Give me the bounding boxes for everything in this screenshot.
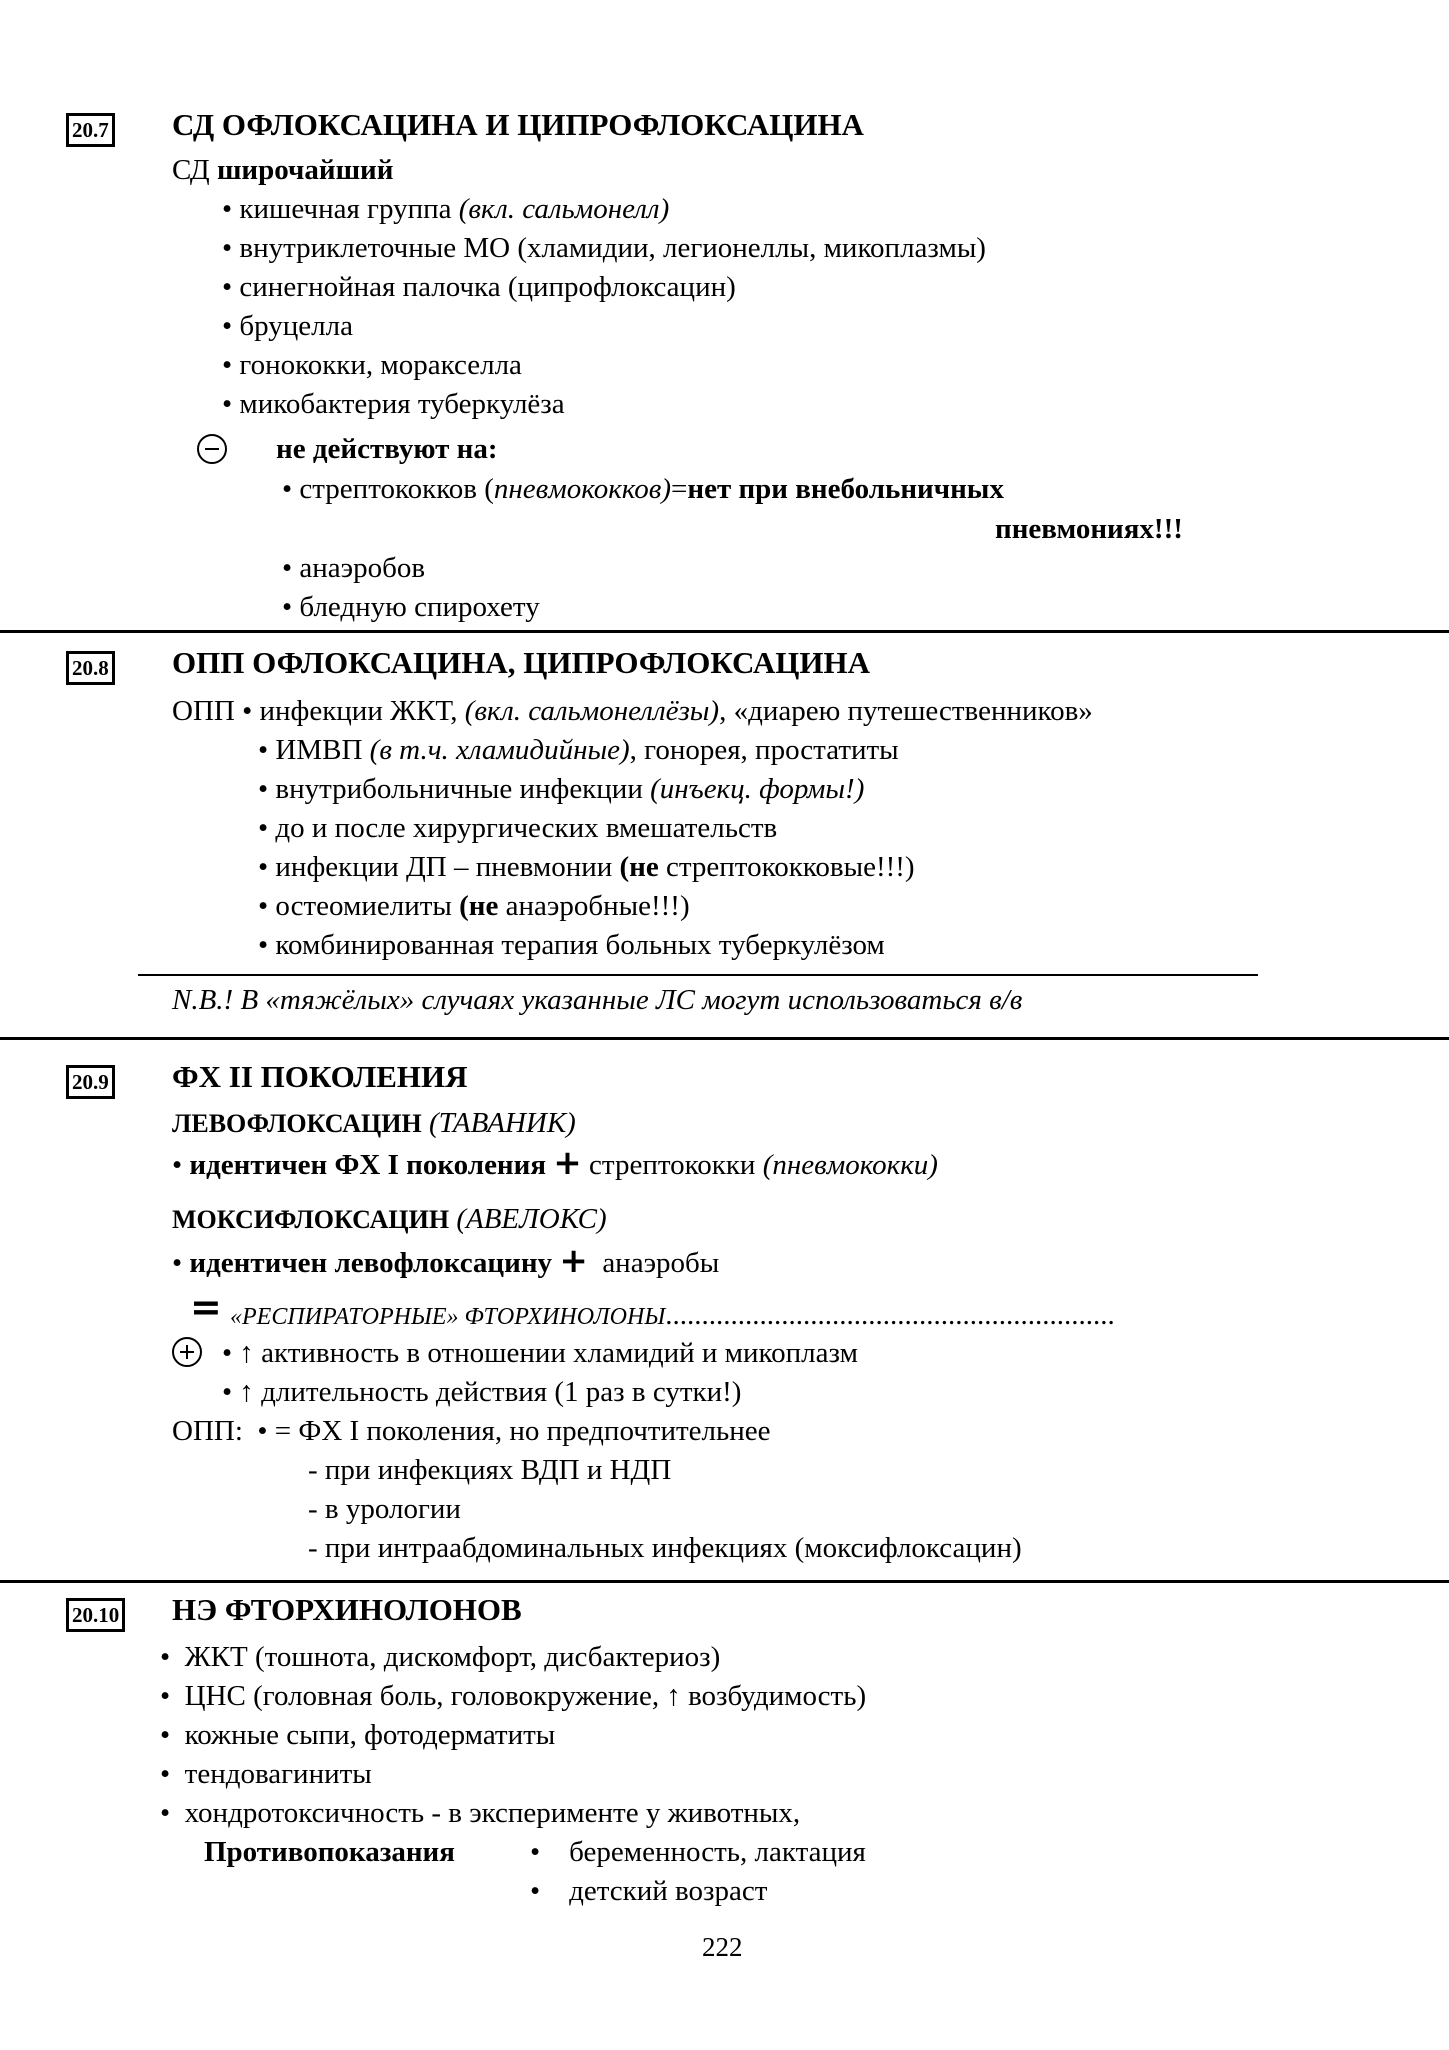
plus-text: ↑ длительность действия (1 раз в сутки!) bbox=[239, 1376, 742, 1408]
respiratory-label: «РЕСПИРАТОРНЫЕ» ФТОРХИНОЛОНЫ bbox=[230, 1304, 666, 1330]
item-text: хондротоксичность - в эксперименте у животных, bbox=[184, 1797, 801, 1829]
plus-icon: + bbox=[559, 1241, 588, 1281]
strep-bold: нет при внебольничных bbox=[687, 473, 1004, 505]
opp-text: инфекции ДП – пневмонии bbox=[275, 851, 620, 883]
opp-text: ИМВП bbox=[275, 734, 370, 766]
list-item: • стрептококков (пневмококков)=нет при внебольничных bbox=[282, 473, 1004, 505]
list-item: • анаэробов bbox=[282, 552, 426, 584]
strep-text: стрептококков ( bbox=[299, 473, 494, 505]
list-item: • кожные сыпи, фотодерматиты bbox=[160, 1719, 556, 1751]
levo-name: ЛЕВОФЛОКСАЦИН bbox=[172, 1109, 422, 1138]
levo-brand: (ТАВАНИК) bbox=[421, 1107, 576, 1139]
section-title-20-7: СД ОФЛОКСАЦИНА И ЦИПРОФЛОКСАЦИНА bbox=[172, 107, 864, 142]
opp-italic: (инъекц. формы!) bbox=[650, 773, 865, 805]
list-item: • микобактерия туберкулёза bbox=[222, 388, 565, 420]
plus-line-1: • ↑ активность в отношении хламидий и микоплазм bbox=[222, 1337, 858, 1369]
spectrum-line bbox=[172, 153, 393, 187]
item-text: тендовагиниты bbox=[184, 1758, 372, 1790]
item-text: беременность, лактация bbox=[569, 1836, 866, 1868]
levo-bold: идентичен ФХ I поколения bbox=[189, 1149, 547, 1181]
opp-2-line-2: - при инфекциях ВДП и НДП bbox=[308, 1454, 672, 1486]
section-divider bbox=[0, 630, 1449, 633]
contra-item: • детский возраст bbox=[530, 1875, 768, 1907]
item-italic: (вкл. сальмонелл) bbox=[458, 193, 670, 225]
plus-text: ↑ активность в отношении хламидий и микоплазм bbox=[239, 1337, 858, 1369]
moxi-line: • идентичен левофлоксацину + анаэробы bbox=[172, 1241, 720, 1281]
opp-lead: ОПП: bbox=[172, 1415, 243, 1447]
opp-line-4: • до и после хирургических вмешательств bbox=[258, 812, 778, 844]
item-text: микобактерия туберкулёза bbox=[239, 388, 565, 420]
strep-eq: = bbox=[671, 473, 688, 505]
dot-leader: .............................................................. bbox=[665, 1299, 1115, 1331]
list-item: • синегнойная палочка (ципрофлоксацин) bbox=[222, 271, 736, 303]
item-text: кожные сыпи, фотодерматиты bbox=[184, 1719, 556, 1751]
section-badge-20-9: 20.9 bbox=[66, 1065, 115, 1099]
opp-text: до и после хирургических вмешательств bbox=[275, 812, 778, 844]
opp-2-line-4: - при интраабдоминальных инфекциях (моксифлоксацин) bbox=[308, 1532, 1022, 1564]
item-text: анаэробов bbox=[299, 552, 426, 584]
opp-line-7: • комбинированная терапия больных туберкулёзом bbox=[258, 929, 885, 961]
opp-text: комбинированная терапия больных туберкулёзом bbox=[275, 929, 885, 961]
strep-italic: пневмококков) bbox=[493, 473, 672, 505]
list-item: • тендовагиниты bbox=[160, 1758, 372, 1790]
list-item: • кишечная группа (вкл. сальмонелл) bbox=[222, 193, 670, 225]
section-badge-20-7: 20.7 bbox=[66, 113, 115, 147]
section-divider bbox=[0, 1037, 1449, 1040]
contraindications-label: Противопоказания bbox=[204, 1836, 455, 1868]
page-number: 222 bbox=[702, 1932, 743, 1962]
plus-icon: + bbox=[553, 1143, 582, 1183]
opp-line-1: ОПП • инфекции ЖКТ, (вкл. сальмонеллёзы), «диарею путешественников» bbox=[172, 695, 1093, 727]
item-text: ЖКТ (тошнота, дискомфорт, дисбактериоз) bbox=[184, 1641, 721, 1673]
opp-lead: ОПП bbox=[172, 695, 235, 727]
item-text: гонококки, моракселла bbox=[239, 349, 522, 381]
opp-italic: (в т.ч. хламидийные) bbox=[369, 734, 630, 766]
moxi-heading bbox=[172, 1202, 607, 1237]
item-text: синегнойная палочка (ципрофлоксацин) bbox=[239, 271, 736, 303]
levo-line: • идентичен ФХ I поколения + стрептококки (пневмококки) bbox=[172, 1143, 938, 1183]
plus-line-2: • ↑ длительность действия (1 раз в сутки!) bbox=[222, 1376, 742, 1408]
opp-text: остеомиелиты bbox=[275, 890, 460, 922]
moxi-bold: идентичен левофлоксацину bbox=[189, 1247, 553, 1279]
opp-text-c: анаэробные!!!) bbox=[498, 890, 690, 922]
list-item: • ЦНС (головная боль, головокружение, ↑ возбудимость) bbox=[160, 1680, 867, 1712]
section-title-20-10: НЭ ФТОРХИНОЛОНОВ bbox=[172, 1592, 522, 1627]
item-text: кишечная группа bbox=[239, 193, 459, 225]
opp-text: инфекции ЖКТ, bbox=[259, 695, 465, 727]
opp-line-5: • инфекции ДП – пневмонии (не стрептококковые!!!) bbox=[258, 851, 915, 883]
item-text: ЦНС (головная боль, головокружение, ↑ возбудимость) bbox=[184, 1680, 867, 1712]
equals-icon: = bbox=[190, 1285, 222, 1329]
opp-bold: (не bbox=[619, 851, 659, 883]
levo-italic: (пневмококки) bbox=[762, 1149, 938, 1181]
moxi-text: анаэробы bbox=[602, 1247, 720, 1279]
opp-text-b: , гонорея, простатиты bbox=[629, 734, 899, 766]
opp-2-line-3: - в урологии bbox=[308, 1493, 461, 1525]
item-text: внутриклеточные МО (хламидии, легионеллы, микоплазмы) bbox=[239, 232, 986, 264]
opp-italic: (вкл. сальмонеллёзы) bbox=[464, 695, 720, 727]
item-text: бруцелла bbox=[239, 310, 353, 342]
opp-line-2: • ИМВП (в т.ч. хламидийные), гонорея, простатиты bbox=[258, 734, 899, 766]
item-text: бледную спирохету bbox=[299, 591, 540, 623]
section-badge-20-10: 20.10 bbox=[66, 1598, 125, 1632]
nb-divider bbox=[138, 974, 1258, 976]
respiratory-line bbox=[230, 1298, 1115, 1334]
list-item: • бруцелла bbox=[222, 310, 353, 342]
list-item: • гонококки, моракселла bbox=[222, 349, 522, 381]
list-item: • внутриклеточные МО (хламидии, легионеллы, микоплазмы) bbox=[222, 232, 986, 264]
list-item: • хондротоксичность - в эксперименте у животных, bbox=[160, 1797, 801, 1829]
moxi-brand: (АВЕЛОКС) bbox=[449, 1203, 607, 1235]
opp-bold: (не bbox=[459, 890, 499, 922]
levo-text: стрептококки bbox=[581, 1149, 763, 1181]
section-title-20-9: ФХ II ПОКОЛЕНИЯ bbox=[172, 1059, 468, 1094]
not-act-label: не действуют на: bbox=[276, 433, 498, 465]
opp-text: внутрибольничные инфекции bbox=[275, 773, 651, 805]
moxi-name: МОКСИФЛОКСАЦИН bbox=[172, 1205, 450, 1234]
sd-prefix: СД bbox=[172, 154, 217, 186]
opp-2-line-1: ОПП: • = ФХ I поколения, но предпочтительнее bbox=[172, 1415, 771, 1447]
levo-heading bbox=[172, 1106, 576, 1141]
contra-item: • беременность, лактация bbox=[530, 1836, 866, 1868]
opp-line-3: • внутрибольничные инфекции (инъекц. формы!) bbox=[258, 773, 865, 805]
opp-text-c: стрептококковые!!!) bbox=[658, 851, 915, 883]
list-item: • ЖКТ (тошнота, дискомфорт, дисбактериоз) bbox=[160, 1641, 721, 1673]
plus-circle-icon bbox=[172, 1337, 202, 1367]
opp-line-6: • остеомиелиты (не анаэробные!!!) bbox=[258, 890, 690, 922]
list-item: • бледную спирохету bbox=[282, 591, 540, 623]
nb-note: N.B.! В «тяжёлых» случаях указанные ЛС могут использоваться в/в bbox=[172, 984, 1023, 1016]
section-badge-20-8: 20.8 bbox=[66, 651, 115, 685]
opp-text: = ФХ I поколения, но предпочтительнее bbox=[274, 1415, 771, 1447]
minus-circle-icon bbox=[197, 434, 227, 464]
section-title-20-8: ОПП ОФЛОКСАЦИНА, ЦИПРОФЛОКСАЦИНА bbox=[172, 645, 870, 680]
strep-bold-cont: пневмониях!!! bbox=[995, 513, 1183, 545]
sd-bold: широчайший bbox=[216, 154, 394, 186]
section-divider bbox=[0, 1580, 1449, 1583]
item-text: детский возраст bbox=[569, 1875, 768, 1907]
opp-text-b: , «диарею путешественников» bbox=[719, 695, 1093, 727]
